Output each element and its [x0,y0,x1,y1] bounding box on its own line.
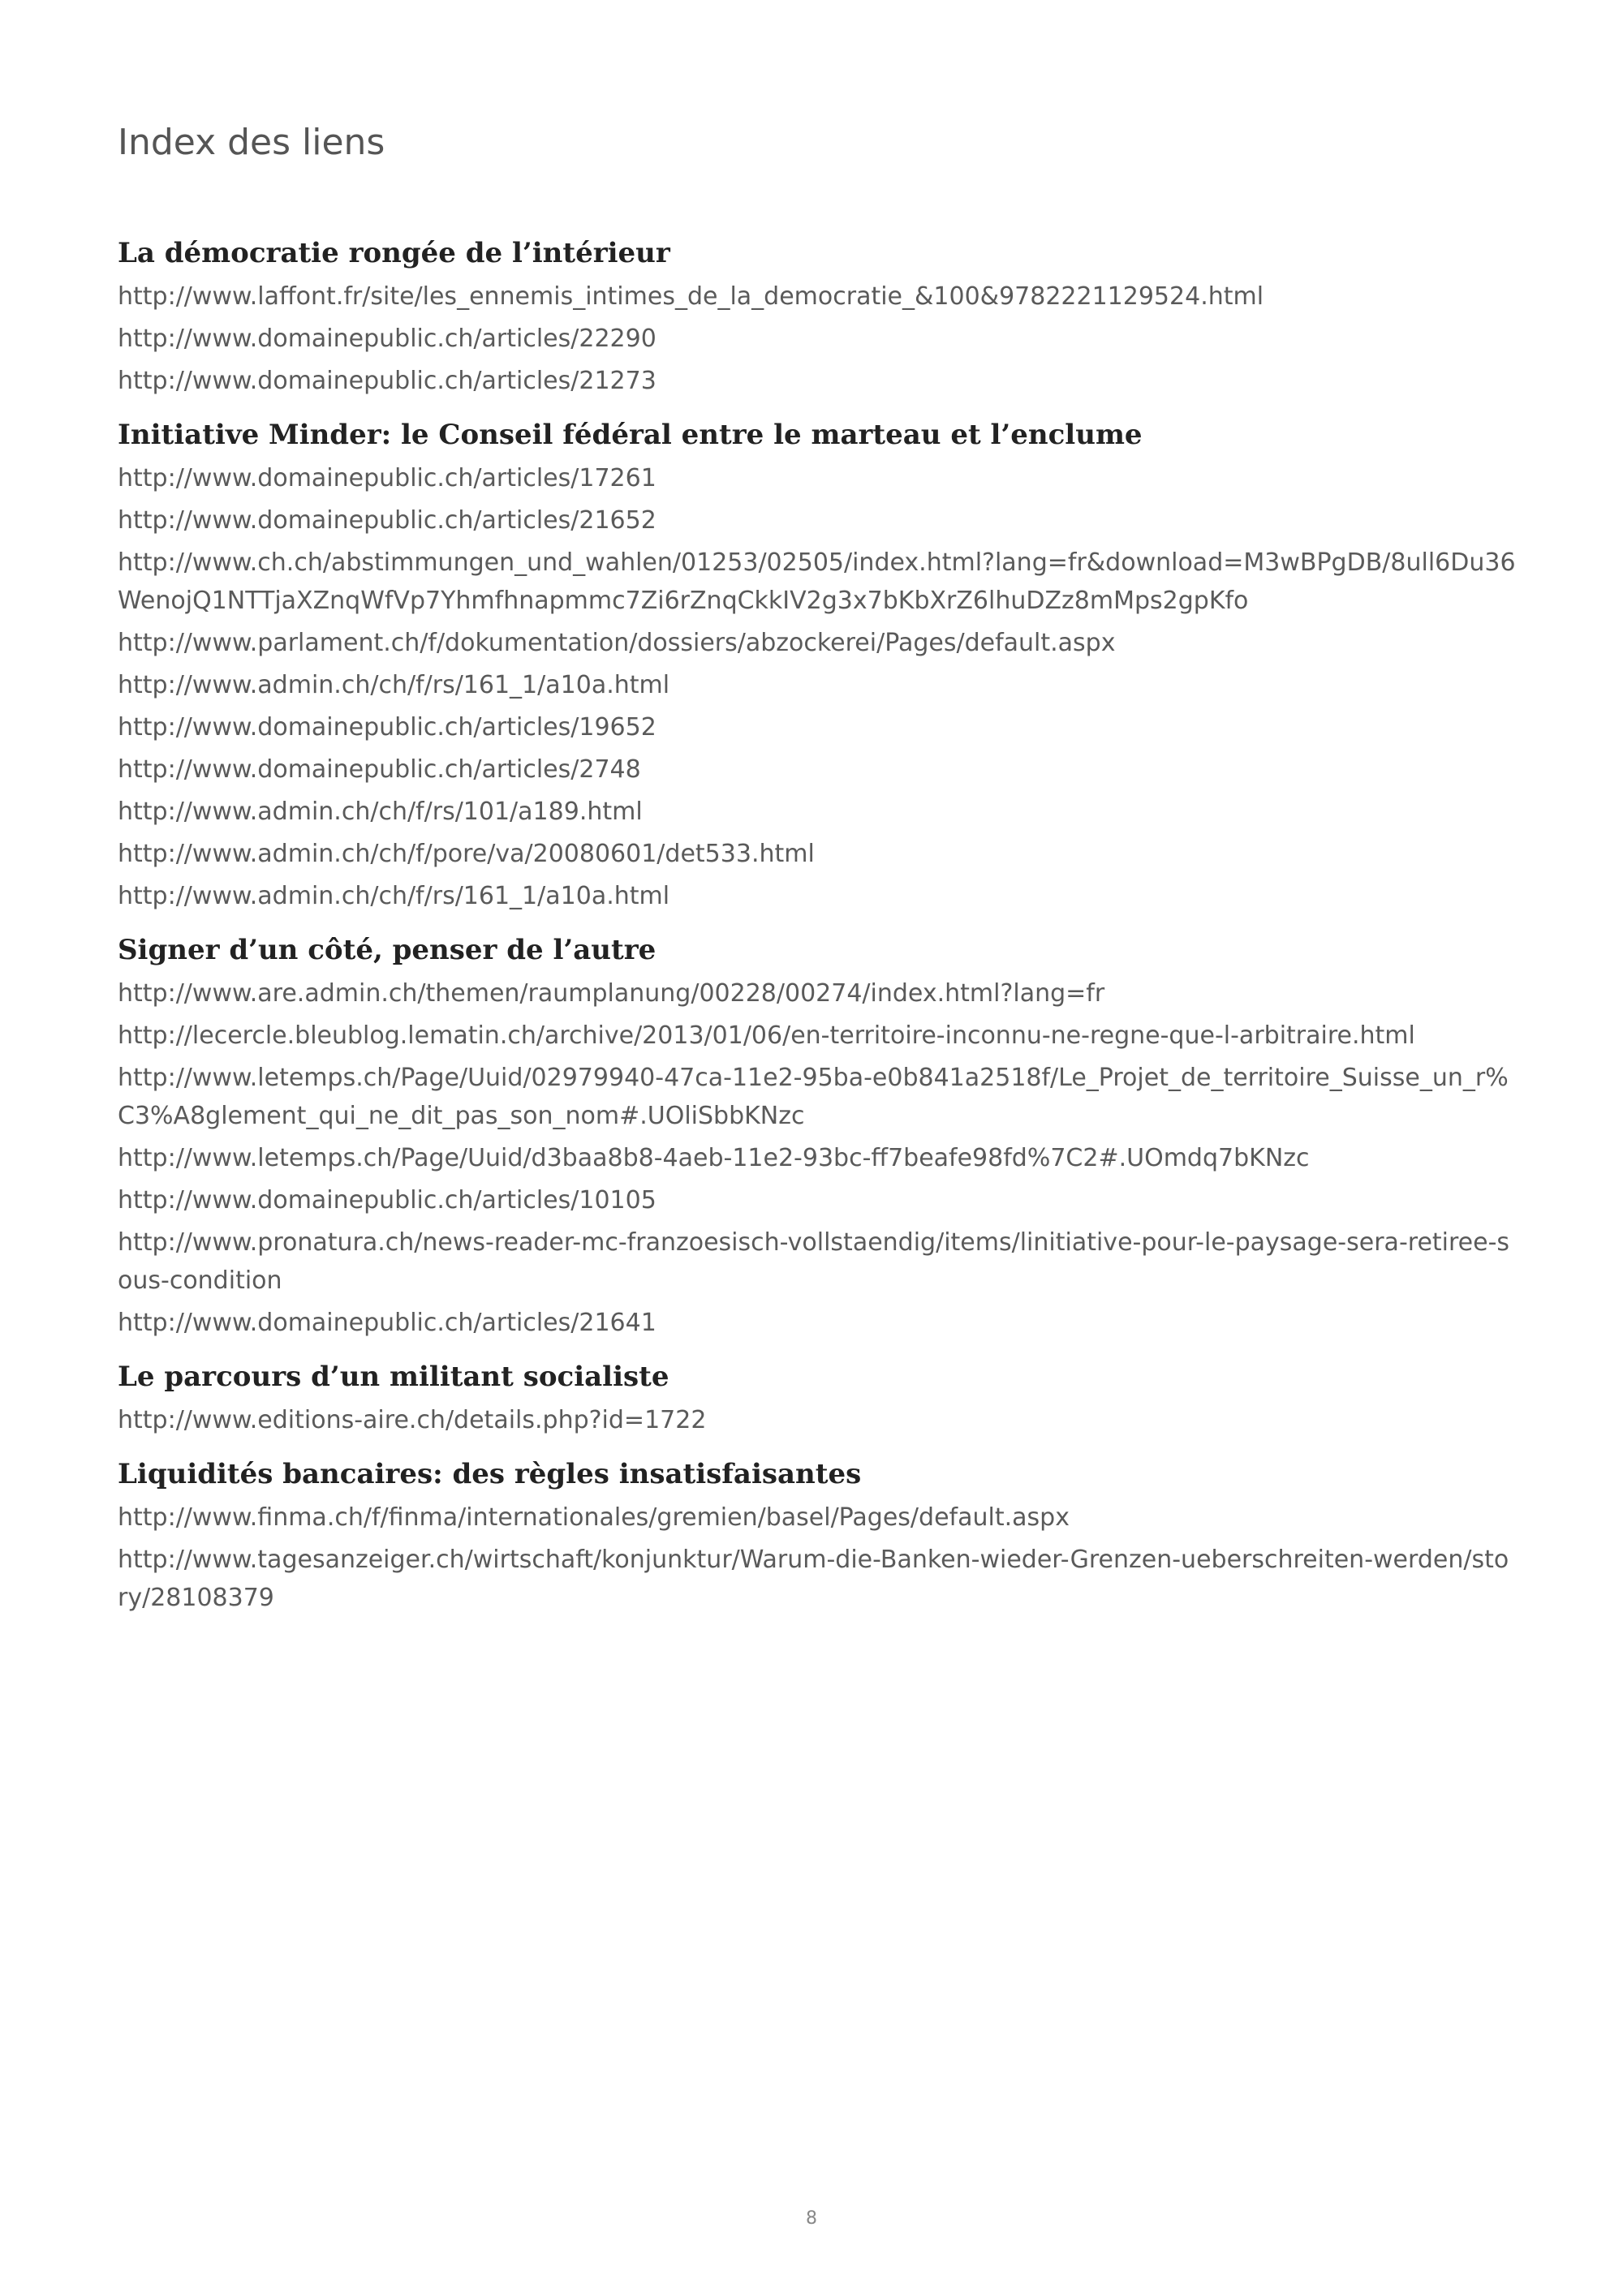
reference-link[interactable]: http://www.domainepublic.ch/articles/22290 [118,324,657,353]
reference-link[interactable]: http://www.admin.ch/ch/f/rs/161_1/a10a.html [118,670,670,699]
reference-link[interactable]: http://www.finma.ch/f/finma/internationales/gremien/basel/Pages/default.aspx [118,1503,1070,1532]
article-title: Le parcours d’un militant socialiste [118,1360,669,1393]
reference-link[interactable]: http://lecercle.bleublog.lematin.ch/archive/2013/01/06/en-territoire-inconnu-ne-regne-que-l-arbitraire.html [118,1021,1415,1050]
article-section [118,414,1518,915]
reference-link[interactable]: http://www.domainepublic.ch/articles/2748 [118,755,641,784]
section-list [118,232,1518,1617]
reference-link[interactable]: http://www.domainepublic.ch/articles/17261 [118,463,657,492]
article-title: Liquidités bancaires: des règles insatisfaisantes [118,1457,862,1490]
reference-link[interactable]: http://www.pronatura.ch/news-reader-mc-franzoesisch-vollstaendig/items/linitiative-pour-le-paysage-sera-retiree-sous-condition [118,1228,1510,1295]
reference-link[interactable]: http://www.parlament.ch/f/dokumentation/dossiers/abzockerei/Pages/default.aspx [118,628,1116,657]
reference-link[interactable]: http://www.domainepublic.ch/articles/21641 [118,1308,657,1337]
reference-link[interactable]: http://www.tagesanzeiger.ch/wirtschaft/konjunktur/Warum-die-Banken-wieder-Grenzen-ueberschreiten-werden/story/28108379 [118,1545,1509,1612]
page-number: 8 [806,2208,817,2229]
article-title: Signer d’un côté, penser de l’autre [118,933,657,966]
reference-link[interactable]: http://www.ch.ch/abstimmungen_und_wahlen/01253/02505/index.html?lang=fr&download=M3wBPgDB/8ull6Du36WenojQ1NTTjaXZnqWfVp7Yhmfhnapmmc7Zi6rZnqCkkIV2g3x7bKbXrZ6lhuDZz8mMps2gpKfo [118,548,1516,615]
article-title: Initiative Minder: le Conseil fédéral entre le marteau et l’enclume [118,418,1143,451]
reference-link[interactable]: http://www.letemps.ch/Page/Uuid/02979940-47ca-11e2-95ba-e0b841a2518f/Le_Projet_de_territoire_Suisse_un_r%C3%A8glement_qui_ne_dit_pas_son_nom#.UOliSbbKNzc [118,1063,1509,1130]
article-title: La démocratie rongée de l’intérieur [118,236,670,269]
reference-link[interactable]: http://www.admin.ch/ch/f/rs/101/a189.html [118,797,643,826]
article-section [118,232,1518,400]
link-index [118,122,1518,1631]
reference-link[interactable]: http://www.domainepublic.ch/articles/19652 [118,712,657,742]
reference-link[interactable]: http://www.editions-aire.ch/details.php?id=1722 [118,1405,707,1434]
reference-link[interactable]: http://www.domainepublic.ch/articles/21273 [118,366,657,395]
reference-link[interactable]: http://www.laffont.fr/site/les_ennemis_intimes_de_la_democratie_&100&9782221129524.html [118,282,1264,311]
article-section [118,1356,1518,1439]
reference-link[interactable]: http://www.domainepublic.ch/articles/10105 [118,1185,657,1215]
reference-link[interactable]: http://www.domainepublic.ch/articles/21652 [118,505,657,535]
reference-link[interactable]: http://www.are.admin.ch/themen/raumplanung/00228/00274/index.html?lang=fr [118,978,1105,1008]
reference-link[interactable]: http://www.admin.ch/ch/f/pore/va/20080601/det533.html [118,839,815,868]
reference-link[interactable]: http://www.admin.ch/ch/f/rs/161_1/a10a.html [118,881,670,910]
reference-link[interactable]: http://www.letemps.ch/Page/Uuid/d3baa8b8-4aeb-11e2-93bc-ff7beafe98fd%7C2#.UOmdq7bKNzc [118,1143,1310,1172]
page-title: Index des liens [118,122,385,163]
article-section [118,929,1518,1342]
article-section [118,1453,1518,1617]
